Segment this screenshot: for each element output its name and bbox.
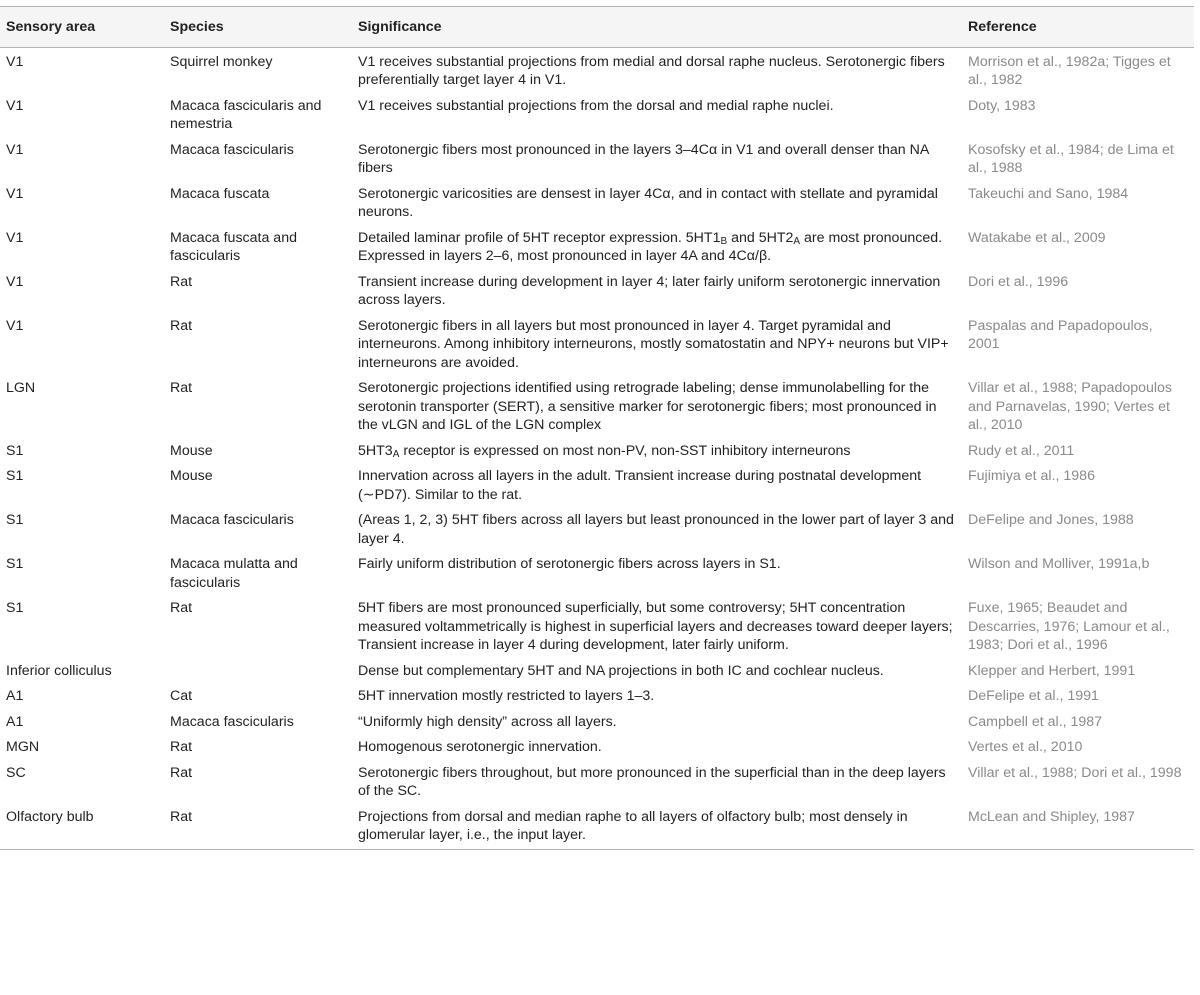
cell-significance: (Areas 1, 2, 3) 5HT fibers across all layers but least pronounced in the lower part of layer 3 and layer 4. [358, 512, 954, 547]
cell-reference: Fujimiya et al., 1986 [968, 468, 1095, 484]
cell-species: Rat [170, 380, 193, 396]
cell-sensory-area: V1 [6, 317, 24, 334]
cell-significance: Serotonergic fibers most pronounced in the layers 3–4Cα in V1 and overall denser than NA fibers [358, 141, 929, 176]
cell-sensory-area: MGN [6, 739, 40, 755]
cell-reference: Klepper and Herbert, 1991 [968, 662, 1136, 679]
cell-species: Cat [170, 688, 193, 704]
cell-sensory-area: V1 [6, 141, 24, 158]
cell-significance: “Uniformly high density” across all layers. [358, 713, 617, 730]
text-run: receptor is expressed on most non-PV, non-SST inhibitory interneurons [399, 442, 851, 459]
header-row [0, 7, 1194, 48]
cell-sensory-area: V1 [6, 53, 24, 70]
cell-reference: Villar et al., 1988; Dori et al., 1998 [968, 764, 1182, 781]
table-row [0, 803, 1194, 850]
cell-reference: Vertes et al., 2010 [968, 739, 1083, 755]
cell-species: Rat [170, 739, 193, 755]
cell-significance: Serotonergic fibers in all layers but most pronounced in layer 4. Target pyramidal and interneurons. Among inhibitory interneurons, mostly somatostatin and NPY+ neurons but VIP+ interneurons are avoided. [358, 317, 949, 371]
table-row [0, 733, 1194, 759]
table-header [0, 7, 1194, 48]
cell-sensory-area: Olfactory bulb [0, 803, 164, 850]
cell-sensory-area: LGN [6, 380, 36, 396]
cell-sensory-area: S1 [6, 468, 24, 484]
table-row [0, 594, 1194, 657]
cell-species: Rat [164, 803, 352, 850]
cell-significance: V1 receives substantial projections from the dorsal and medial raphe nuclei. [358, 97, 834, 114]
col-header-reference: Reference [962, 7, 1194, 48]
text-run: are most pronounced. Expressed in layers 2–6, most pronounced in layer 4A and 4Cα/β. [358, 229, 943, 264]
cell-species: Macaca fascicularis [170, 713, 294, 730]
cell-reference: McLean and Shipley, 1987 [962, 803, 1194, 850]
cell-significance: Serotonergic fibers throughout, but more pronounced in the superficial than in the deep layers of the SC. [358, 764, 946, 799]
cell-sensory-area: A1 [6, 713, 24, 730]
text-run: Detailed laminar profile of 5HT receptor expression. 5HT1 [358, 229, 721, 246]
cell-sensory-area: Inferior colliculus [6, 662, 112, 679]
cell-sensory-area: S1 [6, 512, 24, 528]
table-row [0, 550, 1194, 594]
col-header-sensory-area: Sensory area [0, 7, 164, 48]
table-row [0, 682, 1194, 708]
cell-significance [352, 224, 962, 268]
cell-sensory-area: SC [6, 764, 26, 781]
cell-reference: Morrison et al., 1982a; Tigges et al., 1982 [968, 53, 1171, 88]
cell-significance: 5HT innervation mostly restricted to layers 1–3. [358, 688, 655, 704]
cell-reference: Doty, 1983 [968, 97, 1036, 114]
cell-species: Rat [170, 317, 193, 334]
table-row [0, 657, 1194, 683]
table-row [0, 462, 1194, 506]
cell-significance: Homogenous serotonergic innervation. [358, 739, 602, 755]
table-row [0, 312, 1194, 375]
cell-significance: Innervation across all layers in the adult. Transient increase during postnatal development (∼PD7). Similar to the rat. [358, 468, 922, 503]
table-row [0, 759, 1194, 803]
col-header-species: Species [164, 7, 352, 48]
cell-reference: DeFelipe and Jones, 1988 [968, 512, 1134, 528]
cell-species: Mouse [170, 442, 213, 459]
cell-species: Macaca mulatta and fascicularis [170, 556, 298, 591]
text-run: and 5HT2 [727, 229, 794, 246]
cell-species: Squirrel monkey [170, 53, 273, 70]
cell-reference: Campbell et al., 1987 [968, 713, 1103, 730]
cell-species [164, 657, 352, 683]
cell-sensory-area: S1 [6, 442, 24, 459]
cell-significance: Projections from dorsal and median raphe to all layers of olfactory bulb; most densely in glomerular layer, i.e., the input layer. [352, 803, 962, 850]
cell-reference: Watakabe et al., 2009 [968, 229, 1106, 246]
cell-reference: Villar et al., 1988; Papadopoulos and Parnavelas, 1990; Vertes et al., 2010 [968, 380, 1173, 433]
cell-sensory-area: S1 [6, 556, 24, 572]
data-table [0, 6, 1194, 850]
cell-species: Macaca fuscata and fascicularis [170, 229, 297, 264]
cell-reference: Rudy et al., 2011 [968, 442, 1075, 459]
cell-species: Macaca fascicularis and nemestria [170, 97, 322, 132]
cell-sensory-area: V1 [6, 273, 24, 290]
cell-species: Macaca fascicularis [170, 141, 294, 158]
cell-reference: Paspalas and Papadopoulos, 2001 [968, 317, 1153, 352]
cell-sensory-area: A1 [6, 688, 24, 704]
cell-significance: Fairly uniform distribution of serotonergic fibers across layers in S1. [358, 556, 781, 572]
table-row [0, 136, 1194, 180]
cell-sensory-area: S1 [6, 600, 24, 616]
subscript: A [392, 448, 400, 460]
cell-significance: Dense but complementary 5HT and NA projections in both IC and cochlear nucleus. [358, 662, 884, 679]
cell-species: Macaca fuscata [170, 185, 270, 202]
cell-species: Rat [170, 273, 193, 290]
cell-species: Rat [170, 600, 193, 616]
cell-significance: V1 receives substantial projections from medial and dorsal raphe nucleus. Serotonergic fibers preferentially target layer 4 in V1. [358, 53, 945, 88]
table-row [0, 180, 1194, 224]
subscript: B [720, 235, 728, 247]
cell-reference: DeFelipe et al., 1991 [968, 688, 1099, 704]
cell-reference: Wilson and Molliver, 1991a,b [968, 556, 1150, 572]
table-row [0, 47, 1194, 92]
cell-reference: Fuxe, 1965; Beaudet and Descarries, 1976; Lamour et al., 1983; Dori et al., 1996 [968, 600, 1170, 653]
cell-sensory-area: V1 [6, 185, 24, 202]
cell-sensory-area: V1 [6, 97, 24, 114]
cell-reference: Kosofsky et al., 1984; de Lima et al., 1988 [968, 141, 1174, 176]
cell-significance: Serotonergic projections identified using retrograde labeling; dense immunolabelling for the serotonin transporter (SERT), a sensitive marker for serotonergic fibers; most pronounced in the vLGN and IGL of the LGN complex [358, 380, 937, 433]
table-row [0, 506, 1194, 550]
cell-species: Mouse [170, 468, 213, 484]
table-row [0, 224, 1194, 268]
col-header-significance: Significance [352, 7, 962, 48]
cell-reference: Takeuchi and Sano, 1984 [968, 185, 1129, 202]
cell-species: Rat [170, 764, 193, 781]
table-row [0, 437, 1194, 463]
cell-species: Macaca fascicularis [170, 512, 294, 528]
cell-significance: Serotonergic varicosities are densest in layer 4Cα, and in contact with stellate and pyramidal neurons. [358, 185, 938, 220]
table-row [0, 92, 1194, 136]
cell-significance: Transient increase during development in layer 4; later fairly uniform serotonergic innervation across layers. [358, 273, 941, 308]
cell-reference: Dori et al., 1996 [968, 273, 1069, 290]
cell-significance [352, 437, 962, 463]
table-row [0, 374, 1194, 437]
table-body [0, 47, 1194, 849]
text-run: 5HT3 [358, 442, 393, 459]
table-row [0, 708, 1194, 734]
subscript: A [793, 235, 801, 247]
cell-significance: 5HT fibers are most pronounced superficially, but some controversy; 5HT concentration measured voltammetrically is highest in superficial layers and decreases toward deeper layers; Transient increase in layer 4 during development, later fairly uniform. [358, 600, 953, 653]
table-row [0, 268, 1194, 312]
cell-sensory-area: V1 [6, 229, 24, 246]
